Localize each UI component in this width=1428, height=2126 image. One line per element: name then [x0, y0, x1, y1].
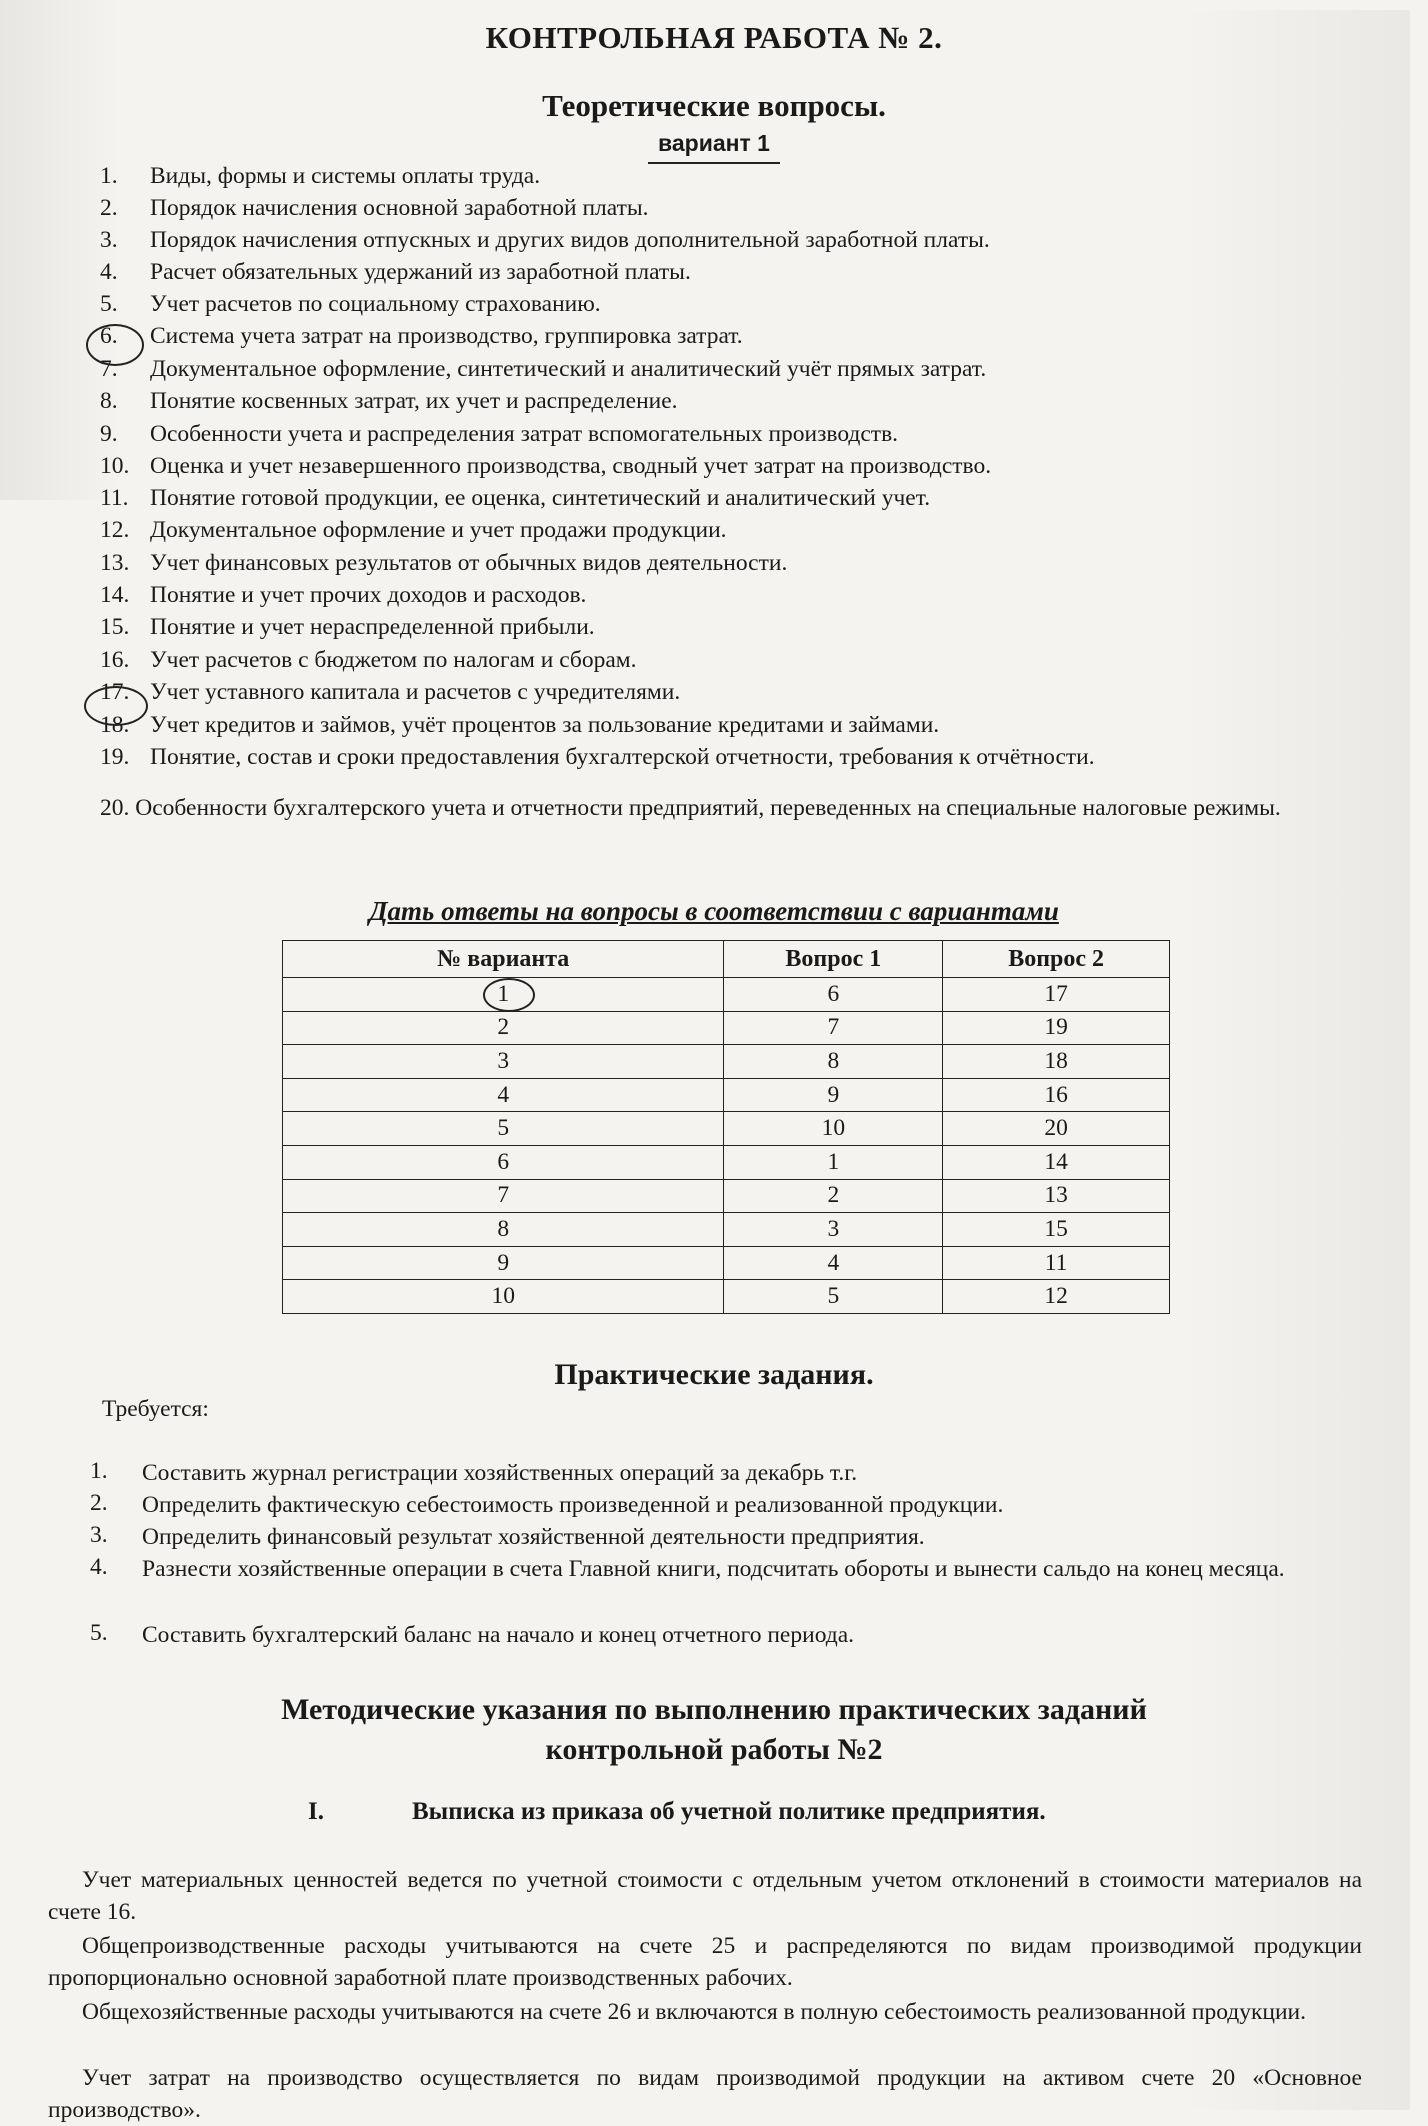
table-cell: 8 — [283, 1213, 724, 1247]
task-text: Определить финансовый результат хозяйственной деятельности предприятия. — [142, 1524, 925, 1550]
methodical-title — [0, 1690, 1428, 1770]
table-cell: 10 — [283, 1280, 724, 1314]
task-number: 3. — [90, 1522, 108, 1548]
table-cell: 16 — [943, 1078, 1170, 1112]
question-number: 6. — [100, 323, 118, 349]
table-cell: 17 — [943, 978, 1170, 1012]
table-cell: 8 — [724, 1045, 943, 1079]
table-row — [283, 1011, 1170, 1045]
question-text: Учет финансовых результатов от обычных видов деятельности. — [150, 550, 788, 576]
show-through-shading — [1180, 10, 1410, 2110]
task-text: Определить фактическую себестоимость произведенной и реализованной продукции. — [142, 1492, 1004, 1518]
question-text: Порядок начисления основной заработной платы. — [150, 195, 649, 221]
question-text: Особенности учета и распределения затрат вспомогательных производств. — [150, 421, 899, 447]
section-title-theory: Теоретические вопросы. — [542, 88, 886, 123]
table-header-row — [283, 941, 1170, 978]
task-text: Составить журнал регистрации хозяйственных операций за декабрь т.г. — [142, 1460, 858, 1486]
table-cell: 2 — [283, 1011, 724, 1045]
question-number: 7. — [100, 356, 118, 382]
table-cell: 9 — [724, 1078, 943, 1112]
question-text: Оценка и учет незавершенного производства, сводный учет затрат на производство. — [150, 453, 992, 479]
question-number: 18. — [100, 712, 130, 738]
table-cell: 10 — [724, 1112, 943, 1146]
question-text: Понятие готовой продукции, ее оценка, синтетический и аналитический учет. — [150, 485, 931, 511]
question-number: 2. — [100, 195, 118, 221]
question-text: Документальное оформление и учет продажи продукции. — [150, 517, 727, 543]
table-cell: 12 — [943, 1280, 1170, 1314]
question-number: 5. — [100, 291, 118, 317]
question-number: 4. — [100, 259, 118, 285]
question-number: 13. — [100, 550, 130, 576]
question-text: Особенности бухгалтерского учета и отчетности предприятий, переведенных на специальные налоговые режимы. — [135, 795, 1281, 821]
table-cell: 9 — [283, 1246, 724, 1280]
question-number: 3. — [100, 227, 118, 253]
table-cell: 20 — [943, 1112, 1170, 1146]
table-cell: 19 — [943, 1011, 1170, 1045]
paragraph: Учет материальных ценностей ведется по учетной стоимости с отдельным учетом отклонений в стоимости материалов на счете 16. — [48, 1867, 1362, 1925]
handwritten-circle-mark — [86, 324, 144, 366]
table-cell: 15 — [943, 1213, 1170, 1247]
task-number: 2. — [90, 1490, 108, 1516]
question-number: 10. — [100, 453, 130, 479]
question-number: 11. — [100, 485, 129, 511]
table-cell: 3 — [724, 1213, 943, 1247]
section-number: I. — [308, 1798, 324, 1825]
question-number: 1. — [100, 163, 118, 189]
table-cell: 3 — [283, 1045, 724, 1079]
task-number: 4. — [90, 1554, 108, 1580]
table-cell: 7 — [724, 1011, 943, 1045]
table-row — [283, 1112, 1170, 1146]
list-item — [100, 792, 1330, 825]
question-text: Система учета затрат на производство, группировка затрат. — [150, 323, 743, 349]
table-row — [283, 1045, 1170, 1079]
question-text: Порядок начисления отпускных и других видов дополнительной заработной платы. — [150, 227, 990, 253]
question-text: Учет расчетов по социальному страхованию. — [150, 291, 601, 317]
task-text: Составить бухгалтерский баланс на начало и конец отчетного периода. — [142, 1622, 855, 1648]
table-cell: 13 — [943, 1179, 1170, 1213]
column-header: № варианта — [283, 941, 724, 978]
task-number: 1. — [90, 1458, 108, 1484]
methodical-title-line: Методические указания по выполнению практических заданий — [281, 1693, 1147, 1726]
required-label: Требуется: — [102, 1396, 209, 1422]
question-text: Учет уставного капитала и расчетов с учредителями. — [150, 679, 681, 705]
question-number: 16. — [100, 647, 130, 673]
question-number: 9. — [100, 421, 118, 447]
question-text: Понятие и учет прочих доходов и расходов. — [150, 582, 587, 608]
table-cell: 11 — [943, 1246, 1170, 1280]
paragraph: Учет затрат на производство осуществляется по видам производимой продукции на активом счете 20 «Основное производство». — [48, 2065, 1362, 2123]
variants-table-title: Дать ответы на вопросы в соответствии с вариантами — [369, 896, 1059, 926]
question-text: Документальное оформление, синтетический и аналитический учёт прямых затрат. — [150, 356, 987, 382]
table-row — [283, 1145, 1170, 1179]
question-text: Понятие и учет нераспределенной прибыли. — [150, 614, 595, 640]
table-row — [283, 1246, 1170, 1280]
variant-underline — [648, 162, 780, 164]
question-text: Учет кредитов и займов, учёт процентов за пользование кредитами и займами. — [150, 712, 940, 738]
question-number: 12. — [100, 517, 130, 543]
paragraph: Общехозяйственные расходы учитываются на счете 26 и включаются в полную себестоимость реализованной продукции. — [82, 1999, 1306, 2025]
table-row — [283, 1213, 1170, 1247]
table-cell: 2 — [724, 1179, 943, 1213]
column-header: Вопрос 1 — [724, 941, 943, 978]
paragraph: Общепроизводственные расходы учитываются на счете 25 и распределяются по видам производимой продукции пропорционально основной заработной плате производственных рабочих. — [48, 1933, 1362, 1991]
question-number: 20. — [100, 795, 130, 821]
table-cell: 4 — [724, 1246, 943, 1280]
page-title: КОНТРОЛЬНАЯ РАБОТА № 2. — [485, 20, 943, 55]
task-number: 5. — [90, 1620, 108, 1646]
question-text: Понятие, состав и сроки предоставления бухгалтерской отчетности, требования к отчётности. — [150, 744, 1095, 770]
question-number: 19. — [100, 744, 130, 770]
table-cell: 6 — [724, 978, 943, 1012]
table-row — [283, 1280, 1170, 1314]
handwritten-circle-mark — [84, 686, 148, 726]
table-row — [283, 978, 1170, 1012]
question-text: Понятие косвенных затрат, их учет и распределение. — [150, 388, 678, 414]
table-row — [283, 1179, 1170, 1213]
table-row — [283, 1078, 1170, 1112]
table-cell: 14 — [943, 1145, 1170, 1179]
table-cell: 1 — [724, 1145, 943, 1179]
column-header: Вопрос 2 — [943, 941, 1170, 978]
variant-label: вариант 1 — [658, 130, 770, 156]
table-cell: 1 — [283, 978, 724, 1012]
question-number: 14. — [100, 582, 130, 608]
variants-table — [282, 940, 1170, 1314]
methodical-title-line: контрольной работы №2 — [545, 1733, 883, 1766]
table-cell: 7 — [283, 1179, 724, 1213]
question-text: Виды, формы и системы оплаты труда. — [150, 163, 541, 189]
table-cell: 6 — [283, 1145, 724, 1179]
question-number: 17. — [100, 679, 130, 705]
question-text: Расчет обязательных удержаний из заработной платы. — [150, 259, 691, 285]
question-number: 8. — [100, 388, 118, 414]
question-number: 15. — [100, 614, 130, 640]
table-cell: 4 — [283, 1078, 724, 1112]
section-heading: Выписка из приказа об учетной политике предприятия. — [412, 1798, 1046, 1825]
table-cell: 5 — [283, 1112, 724, 1146]
table-cell: 18 — [943, 1045, 1170, 1079]
section-title-practice: Практические задания. — [554, 1358, 874, 1391]
question-text: Учет расчетов с бюджетом по налогам и сборам. — [150, 647, 637, 673]
table-cell: 5 — [724, 1280, 943, 1314]
task-text: Разнести хозяйственные операции в счета Главной книги, подсчитать обороты и вынести сальдо на конец месяца. — [142, 1556, 1285, 1582]
